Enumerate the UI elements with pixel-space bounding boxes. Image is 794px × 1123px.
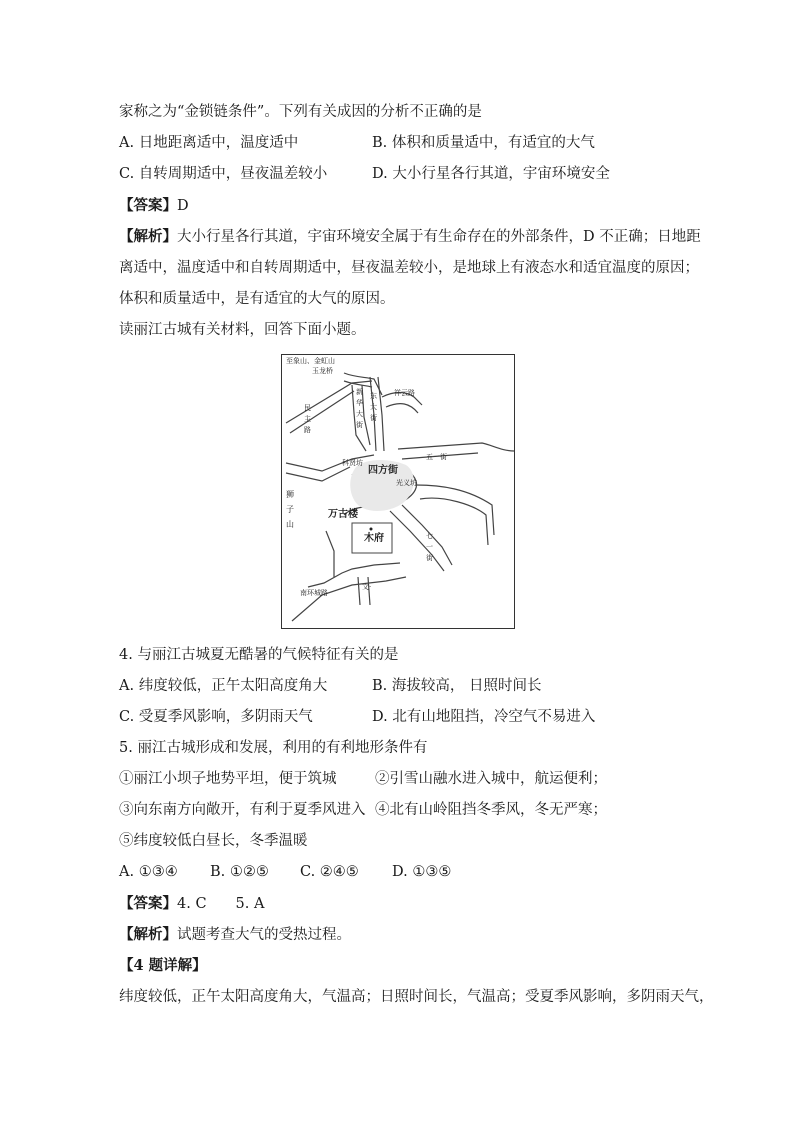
lijiang-old-town-map bbox=[281, 354, 515, 629]
q3-answer bbox=[119, 197, 189, 215]
q5-item-1: ①丽江小坝子地势平坦，便于筑城 bbox=[119, 771, 337, 787]
q5-item-4: ④北有山岭阻挡冬季风，冬无严寒； bbox=[375, 802, 607, 818]
map-label-kexian-fang: 科贤坊 bbox=[342, 459, 363, 467]
q5-item-2: ②引雪山融水进入城中，航运便利； bbox=[375, 771, 607, 787]
map-label-wangu-tower: 万古楼 bbox=[328, 509, 358, 520]
q4-option-c: C. 受夏季风影响，多阴雨天气 bbox=[119, 709, 313, 725]
q3-analysis-line-2: 离适中，温度适中和自转周期适中，昼夜温差较小，是地球上有液态水和适宜温度的原因； bbox=[119, 260, 699, 276]
analysis-block bbox=[119, 926, 351, 944]
q3-stem-tail: 家称之为“金锁链条件”。下列有关成因的分析不正确的是 bbox=[119, 104, 482, 120]
q5-item-5: ⑤纬度较低白昼长，冬季温暖 bbox=[119, 833, 308, 849]
q4-option-d: D. 北有山地阻挡，冷空气不易进入 bbox=[372, 709, 596, 725]
map-label-mufu: 木府 bbox=[364, 533, 384, 544]
q3-option-a: A. 日地距离适中，温度适中 bbox=[119, 135, 299, 151]
map-label-minzhu-road: 民主路 bbox=[304, 404, 311, 434]
analysis-text: 试题考查大气的受热过程。 bbox=[177, 927, 351, 943]
map-label-xinhua-avenue: 新华大街 bbox=[356, 388, 363, 429]
q3-option-c: C. 自转周期适中，昼夜温差较小 bbox=[119, 166, 328, 182]
analysis-text: 大小行星各行其道，宇宙环境安全属于有生命存在的外部条件，D 不正确；日地距 bbox=[177, 229, 701, 245]
q4-detail-heading: 【4 题详解】 bbox=[119, 957, 207, 974]
answer-value: D bbox=[177, 198, 189, 214]
map-label-small-mark: 文· bbox=[362, 583, 372, 591]
q3-option-b: B. 体积和质量适中，有适宜的大气 bbox=[372, 135, 595, 151]
q5-option-a: A. ①③④ bbox=[119, 864, 178, 880]
map-label-sifang-street: 四方街 bbox=[368, 465, 398, 476]
map-label-dong-avenue: 东大街 bbox=[370, 392, 377, 422]
q4-stem: 4. 与丽江古城夏无酷暑的气候特征有关的是 bbox=[119, 647, 399, 663]
analysis-tag: 【解析】 bbox=[119, 228, 177, 245]
answer-tag: 【答案】 bbox=[119, 197, 177, 214]
answer-values: 4. C 5. A bbox=[177, 896, 265, 912]
map-label-wuyi-street: 五一街 bbox=[426, 453, 447, 461]
q5-stem: 5. 丽江古城形成和发展，利用的有利地形条件有 bbox=[119, 740, 428, 756]
analysis-tag: 【解析】 bbox=[119, 926, 177, 943]
answer-block bbox=[119, 895, 264, 913]
q3-option-d: D. 大小行星各行其道，宇宙环境安全 bbox=[372, 166, 610, 182]
map-label-shizi-mountain: 狮子山 bbox=[286, 490, 294, 529]
map-label-top-left: 至象山、金虹山 bbox=[286, 357, 335, 365]
map-label-bridge: 玉龙桥 bbox=[312, 367, 333, 375]
q4-detail-text: 纬度较低，正午太阳高度角大，气温高；日照时间长，气温高；受夏季风影响，多阴雨天气， bbox=[119, 989, 714, 1005]
q4-option-b: B. 海拔较高， 日照时间长 bbox=[372, 678, 542, 694]
material-intro: 读丽江古城有关材料，回答下面小题。 bbox=[119, 322, 366, 338]
q4-option-a: A. 纬度较低，正午太阳高度角大 bbox=[119, 678, 328, 694]
map-label-xiangyun-road: 祥云路 bbox=[394, 389, 415, 397]
map-label-south-ring-road: 南环城路 bbox=[300, 589, 328, 597]
answer-tag: 【答案】 bbox=[119, 895, 177, 912]
q3-analysis-line-3: 体积和质量适中，是有适宜的大气的原因。 bbox=[119, 291, 395, 307]
q5-item-3: ③向东南方向敞开，有利于夏季风进入 bbox=[119, 802, 366, 818]
q5-option-b: B. ①②⑤ bbox=[210, 864, 269, 880]
map-label-qiyi-street: 七一街 bbox=[426, 532, 433, 562]
q5-option-c: C. ②④⑤ bbox=[300, 864, 359, 880]
map-label-guangyi-fang: 光义坊 bbox=[396, 479, 417, 487]
q5-option-d: D. ①③⑤ bbox=[392, 864, 452, 880]
q3-analysis-line-1 bbox=[119, 228, 701, 246]
